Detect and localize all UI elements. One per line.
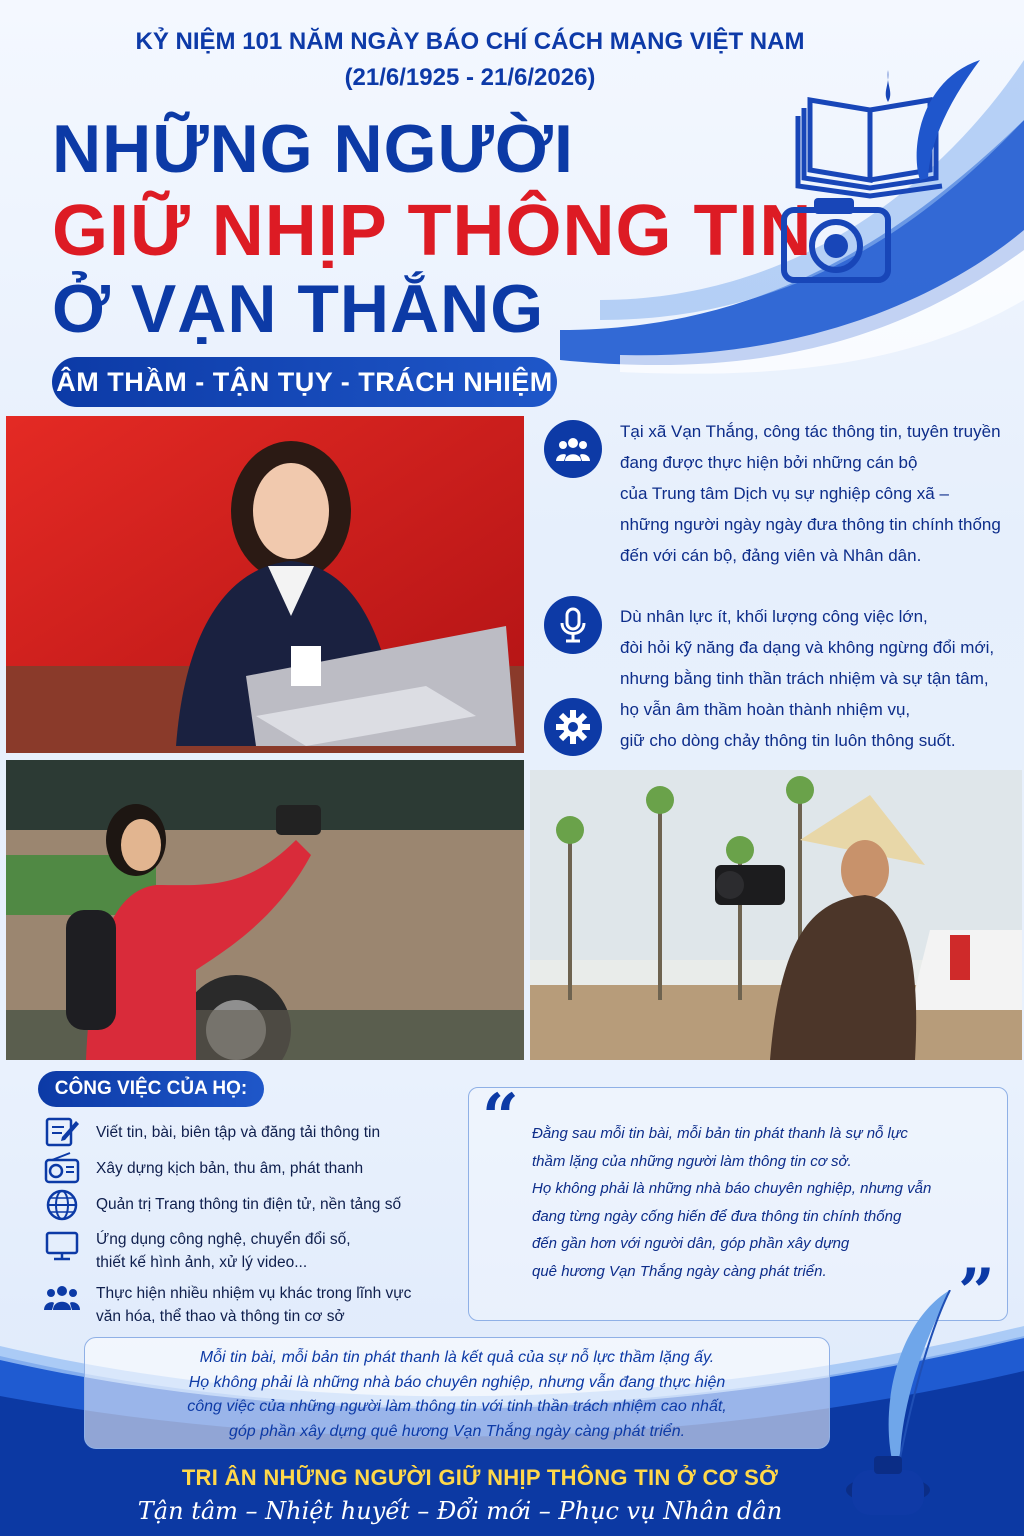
- open-quote-icon: “: [482, 1080, 519, 1155]
- summary-box: [84, 1337, 830, 1449]
- photo-woman-with-camera-bus: [6, 760, 524, 1060]
- duty-item-2: [96, 1157, 456, 1180]
- summary-line: Họ không phải là những nhà báo chuyên nghiệp, nhưng vẫn đang thực hiện: [188, 1373, 726, 1391]
- summary-line: công việc của những người làm thông tin với tinh thần trách nhiệm cao nhất,: [187, 1398, 727, 1415]
- info-line: đang được thực hiện bởi những cán bộ: [620, 453, 918, 472]
- people-group-icon: [44, 1282, 80, 1314]
- duty-item-5: [96, 1282, 456, 1328]
- info-line: đến với cán bộ, đảng viên và Nhân dân.: [620, 546, 922, 565]
- info-paragraph-2: [620, 601, 994, 756]
- quill-inkwell-icon: [830, 1290, 990, 1530]
- duty-line: Xây dựng kịch bản, thu âm, phát thanh: [96, 1160, 364, 1177]
- book-quill-camera-icon: [770, 60, 1000, 290]
- duties-heading: CÔNG VIỆC CỦA HỌ:: [38, 1071, 264, 1107]
- title-line-3: Ở VẠN THẮNG: [52, 271, 545, 347]
- info-line: giữ cho dòng chảy thông tin luôn thông suốt.: [620, 731, 956, 750]
- edit-document-icon: [44, 1115, 80, 1147]
- radio-icon: [44, 1152, 80, 1184]
- title-line-1: NHỮNG NGƯỜI: [52, 111, 574, 187]
- microphone-icon: [544, 596, 602, 654]
- people-group-icon: [544, 420, 602, 478]
- duty-line: Quản trị Trang thông tin điện tử, nền tảng số: [96, 1196, 402, 1213]
- globe-icon: [44, 1189, 80, 1221]
- info-line: Dù nhân lực ít, khối lượng công việc lớn,: [620, 607, 928, 626]
- duty-line: Thực hiện nhiều nhiệm vụ khác trong lĩnh vực: [96, 1285, 412, 1302]
- quote-line: đang từng ngày cống hiến để đưa thông tin chính thống: [532, 1207, 902, 1225]
- duty-item-1: [96, 1121, 456, 1144]
- info-line: họ vẫn âm thầm hoàn thành nhiệm vụ,: [620, 700, 911, 719]
- anniversary-dates: (21/6/1925 - 21/6/2026): [344, 64, 596, 91]
- duty-line: văn hóa, thể thao và thông tin cơ sở: [96, 1308, 345, 1325]
- duty-line: thiết kế hình ảnh, xử lý video...: [96, 1254, 308, 1271]
- summary-line: Mỗi tin bài, mỗi bản tin phát thanh là kết quả của sự nỗ lực thầm lặng ấy.: [199, 1349, 715, 1366]
- monitor-icon: [44, 1230, 80, 1262]
- duty-item-4: [96, 1228, 456, 1274]
- info-line: đòi hỏi kỹ năng đa dạng và không ngừng đổi mới,: [620, 638, 995, 657]
- title-line-2: GIỮ NHỊP THÔNG TIN: [52, 191, 813, 271]
- info-paragraph-1: [620, 416, 1001, 571]
- slogan-badge: ÂM THẦM - TẬN TỤY - TRÁCH NHIỆM: [52, 357, 557, 407]
- duty-line: Viết tin, bài, biên tập và đăng tải thông tin: [96, 1124, 381, 1141]
- gear-icon: [544, 698, 602, 756]
- photo-woman-conical-hat-camera: [530, 770, 1022, 1060]
- info-line: nhưng bằng tinh thần trách nhiệm và sự tận tâm,: [620, 669, 989, 688]
- quote-line: thầm lặng của những người làm thông tin cơ sở.: [532, 1152, 852, 1170]
- anniversary-heading: KỶ NIỆM 101 NĂM NGÀY BÁO CHÍ CÁCH MẠNG VIỆT NAM: [135, 28, 805, 55]
- footer-motto: Tận tâm – Nhiệt huyết – Đổi mới – Phục vụ Nhân dân: [137, 1497, 783, 1525]
- photo-woman-at-laptop: [6, 416, 524, 753]
- summary-line: góp phần xây dựng quê hương Vạn Thắng ngày càng phát triển.: [228, 1422, 686, 1440]
- quote-text: [532, 1120, 987, 1285]
- duty-item-3: [96, 1193, 456, 1216]
- info-line: những người ngày ngày đưa thông tin chính thống: [620, 515, 1001, 534]
- quote-line: Đằng sau mỗi tin bài, mỗi bản tin phát thanh là sự nỗ lực: [532, 1125, 908, 1142]
- quote-line: đến gần hơn với người dân, góp phần xây dựng: [532, 1235, 850, 1252]
- quote-line: Họ không phải là những nhà báo chuyên nghiệp, nhưng vẫn: [532, 1180, 932, 1197]
- quote-line: quê hương Vạn Thắng ngày càng phát triển.: [532, 1262, 827, 1280]
- footer-title: TRI ÂN NHỮNG NGƯỜI GIỮ NHỊP THÔNG TIN Ở CƠ SỞ: [181, 1465, 779, 1490]
- info-line: Tại xã Vạn Thắng, công tác thông tin, tuyên truyền: [620, 422, 1001, 441]
- duty-line: Ứng dụng công nghệ, chuyển đổi số,: [96, 1231, 351, 1248]
- info-line: của Trung tâm Dịch vụ sự nghiệp công xã –: [620, 484, 949, 503]
- close-quote-icon: ”: [958, 1255, 995, 1330]
